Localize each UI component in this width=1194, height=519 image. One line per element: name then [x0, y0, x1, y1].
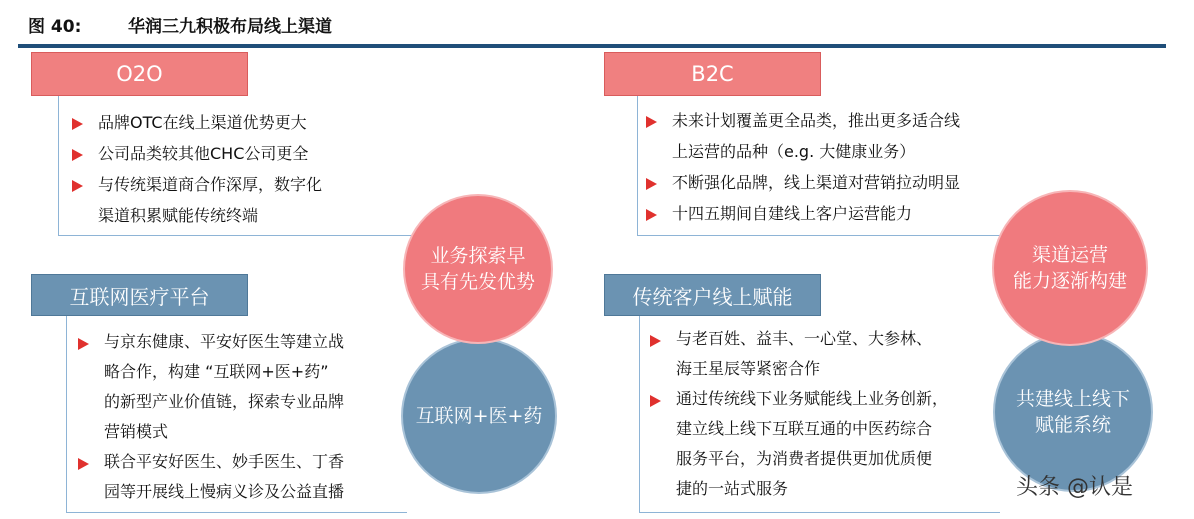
bullet-arrow-icon — [646, 178, 657, 190]
circle-label: 互联网+医+药 — [415, 405, 543, 427]
bullet-arrow-icon — [72, 149, 83, 161]
bullet-arrow-icon — [78, 458, 89, 470]
circle-label: 渠道运营 能力逐渐构建 — [1012, 244, 1127, 292]
header-rule — [18, 44, 1166, 48]
bullet-text: 品牌OTC在线上渠道优势更大 — [98, 113, 307, 132]
traditional-tag: 传统客户线上赋能 — [604, 274, 821, 316]
o2o-bullet-list — [72, 107, 412, 231]
internet-medical-tag: 互联网医疗平台 — [31, 274, 248, 316]
list-item — [78, 327, 408, 447]
online-offline-circle — [993, 332, 1153, 492]
circle-label: 共建线上线下 赋能系统 — [1015, 388, 1130, 436]
o2o-tag: O2O — [31, 52, 248, 96]
internet-medical-bullet-list — [78, 327, 408, 507]
bullet-text: 联合平安好医生、妙手医生、丁香 园等开展线上慢病义诊及公益直播 — [104, 452, 345, 501]
bullet-arrow-icon — [650, 335, 661, 347]
list-item — [646, 167, 1026, 198]
bullet-arrow-icon — [646, 209, 657, 221]
figure-title: 华润三九积极布局线上渠道 — [128, 17, 332, 37]
list-item — [646, 105, 1026, 167]
list-item — [72, 169, 412, 231]
list-item — [650, 324, 1000, 384]
bullet-text: 与传统渠道商合作深厚，数字化 渠道积累赋能传统终端 — [98, 175, 323, 225]
watermark: 头条 @认是 — [1016, 475, 1133, 500]
list-item — [72, 138, 412, 169]
bullet-text: 不断强化品牌，线上渠道对营销拉动明显 — [672, 173, 961, 192]
bullet-text: 未来计划覆盖更全品类，推出更多适合线 上运营的品种（e.g. 大健康业务） — [672, 111, 961, 161]
early-advantage-circle — [403, 194, 553, 344]
bullet-arrow-icon — [72, 118, 83, 130]
bullet-text: 公司品类较其他CHC公司更全 — [98, 144, 309, 163]
channel-ops-circle — [992, 190, 1148, 346]
bullet-arrow-icon — [650, 395, 661, 407]
bullet-text: 通过传统线下业务赋能线上业务创新， 建立线上线下互联互通的中医药综合 服务平台，为消费者提供更加优质便 捷的一站式服务 — [676, 389, 949, 498]
bullet-text: 与京东健康、平安好医生等建立战 略合作，构建 “互联网+医+药” 的新型产业价值链，探索专业品牌 营销模式 — [104, 332, 345, 441]
b2c-tag: B2C — [604, 52, 821, 96]
bullet-arrow-icon — [78, 338, 89, 350]
bullet-arrow-icon — [72, 180, 83, 192]
bullet-arrow-icon — [646, 116, 657, 128]
list-item — [650, 384, 1000, 504]
list-item — [646, 198, 1026, 229]
bullet-text: 与老百姓、益丰、一心堂、大参林、 海王星辰等紧密合作 — [676, 329, 933, 378]
traditional-bullet-list — [650, 324, 1000, 504]
internet-med-drug-circle — [401, 338, 557, 494]
bullet-text: 十四五期间自建线上客户运营能力 — [672, 204, 913, 223]
figure-number: 图 40: — [28, 17, 82, 37]
b2c-bullet-list — [646, 105, 1026, 229]
circle-label: 业务探索早 具有先发优势 — [420, 245, 535, 293]
list-item — [78, 447, 408, 507]
list-item — [72, 107, 412, 138]
